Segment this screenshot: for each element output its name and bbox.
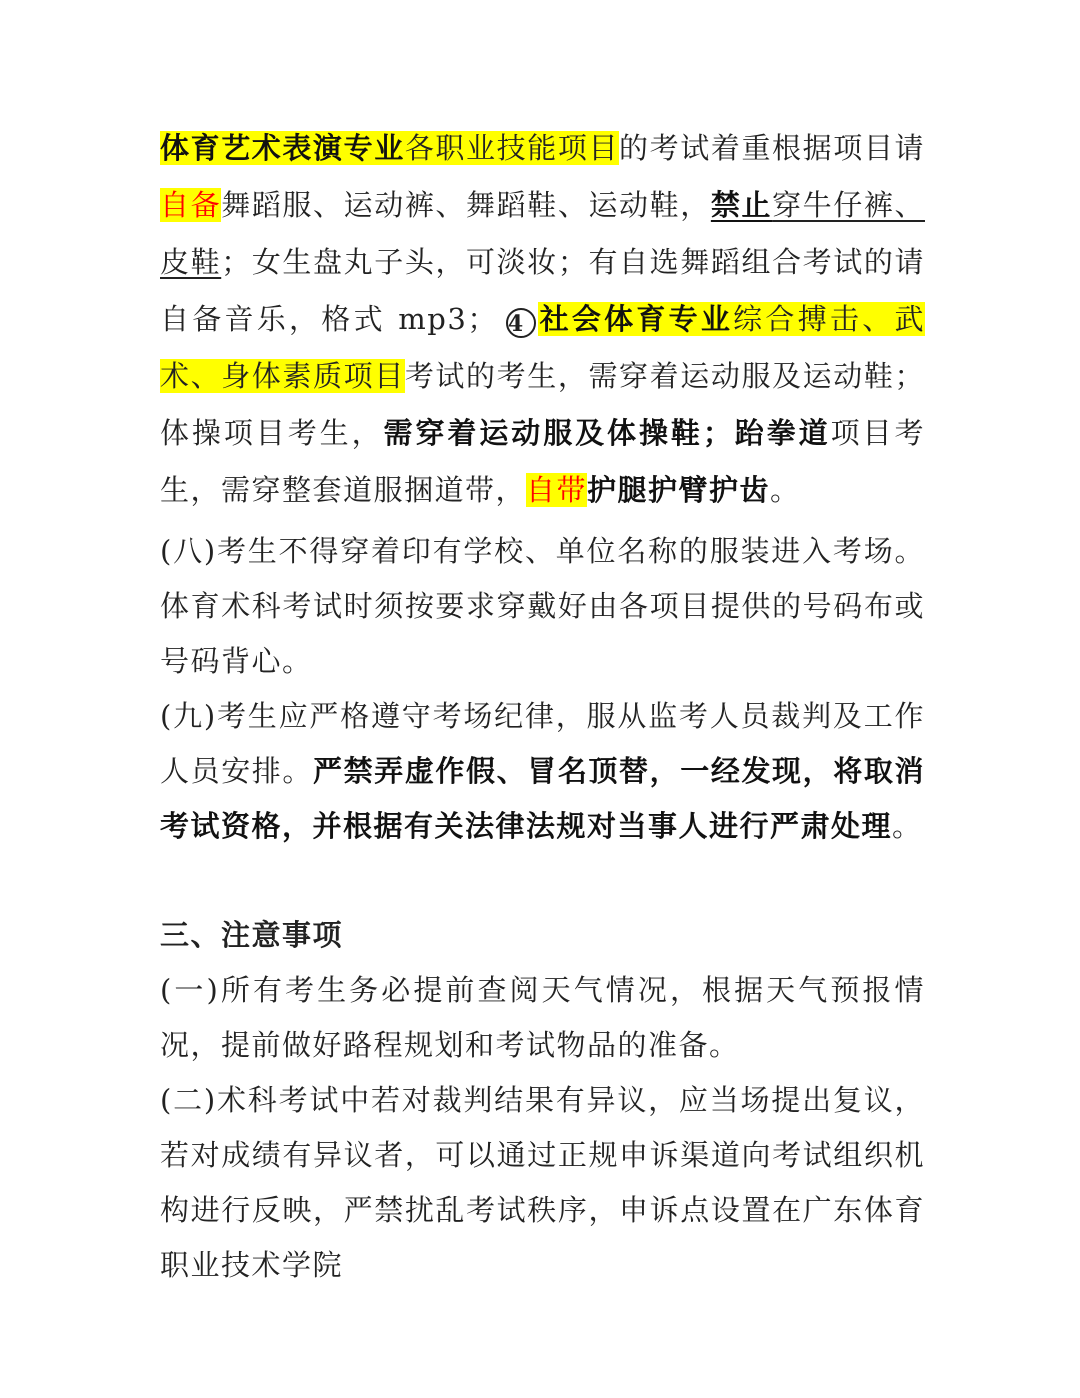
paragraph-notice-1: (一)所有考生务必提前查阅天气情况，根据天气预报情况，提前做好路程规划和考试物品的准备。: [160, 973, 925, 1062]
text-segment: ；女生盘丸子头，可淡妆；有自选舞蹈组合考试的请自备音乐，格式 mp3；: [160, 245, 925, 336]
project-highlight: 综合搏击、武术、身体素质项目: [160, 302, 925, 393]
self-bring-highlight: 自带: [526, 473, 588, 507]
text-segment: 的考试着重根据项目请: [619, 131, 925, 165]
text-segment: 。: [892, 809, 923, 843]
bold-requirement: 需穿着运动服及体操鞋；跆拳道: [383, 416, 831, 450]
project-highlight: 各职业技能项目: [404, 131, 620, 165]
prohibit-emphasis: 禁止: [710, 188, 773, 222]
paragraph-9: [160, 689, 925, 854]
text-segment: 项目考生，需穿整套道服捆道带，: [160, 416, 925, 507]
text-segment: (九)考生应严格遵守考场纪律，服从监考人员裁判及工作人员安排。: [160, 699, 925, 788]
text-segment: 。: [770, 473, 801, 507]
bold-requirement: 护腿护臂护齿: [587, 473, 771, 507]
paragraph-8: (八)考生不得穿着印有学校、单位名称的服装进入考场。体育术科考试时须按要求穿戴好由各项目提供的号码布或号码背心。: [160, 534, 925, 678]
text-segment: 考试的考生，需穿着运动服及运动鞋；体操项目考生，: [160, 359, 925, 450]
text-segment: 舞蹈服、运动裤、舞蹈鞋、运动鞋，: [221, 188, 711, 222]
section-heading: 三、注意事项: [160, 918, 344, 952]
major-name-highlight: 体育艺术表演专业: [160, 131, 405, 165]
circled-number: 4: [506, 308, 536, 338]
major-name-highlight: 社会体育专业: [537, 302, 734, 336]
paragraph-attire-requirements: [160, 120, 925, 519]
prohibited-items: 穿牛仔裤、皮鞋: [160, 188, 925, 279]
paragraph-notice-2: (二)术科考试中若对裁判结果有异议，应当场提出复议，若对成绩有异议者，可以通过正规申诉渠道向考试组织机构进行反映，严禁扰乱考试秩序，申诉点设置在广东体育职业技术学院: [160, 1083, 925, 1282]
self-prepare-highlight: 自备: [160, 188, 222, 222]
bold-warning: 严禁弄虚作假、冒名顶替，一经发现，将取消考试资格，并根据有关法律法规对当事人进行严肃处理: [160, 754, 925, 843]
